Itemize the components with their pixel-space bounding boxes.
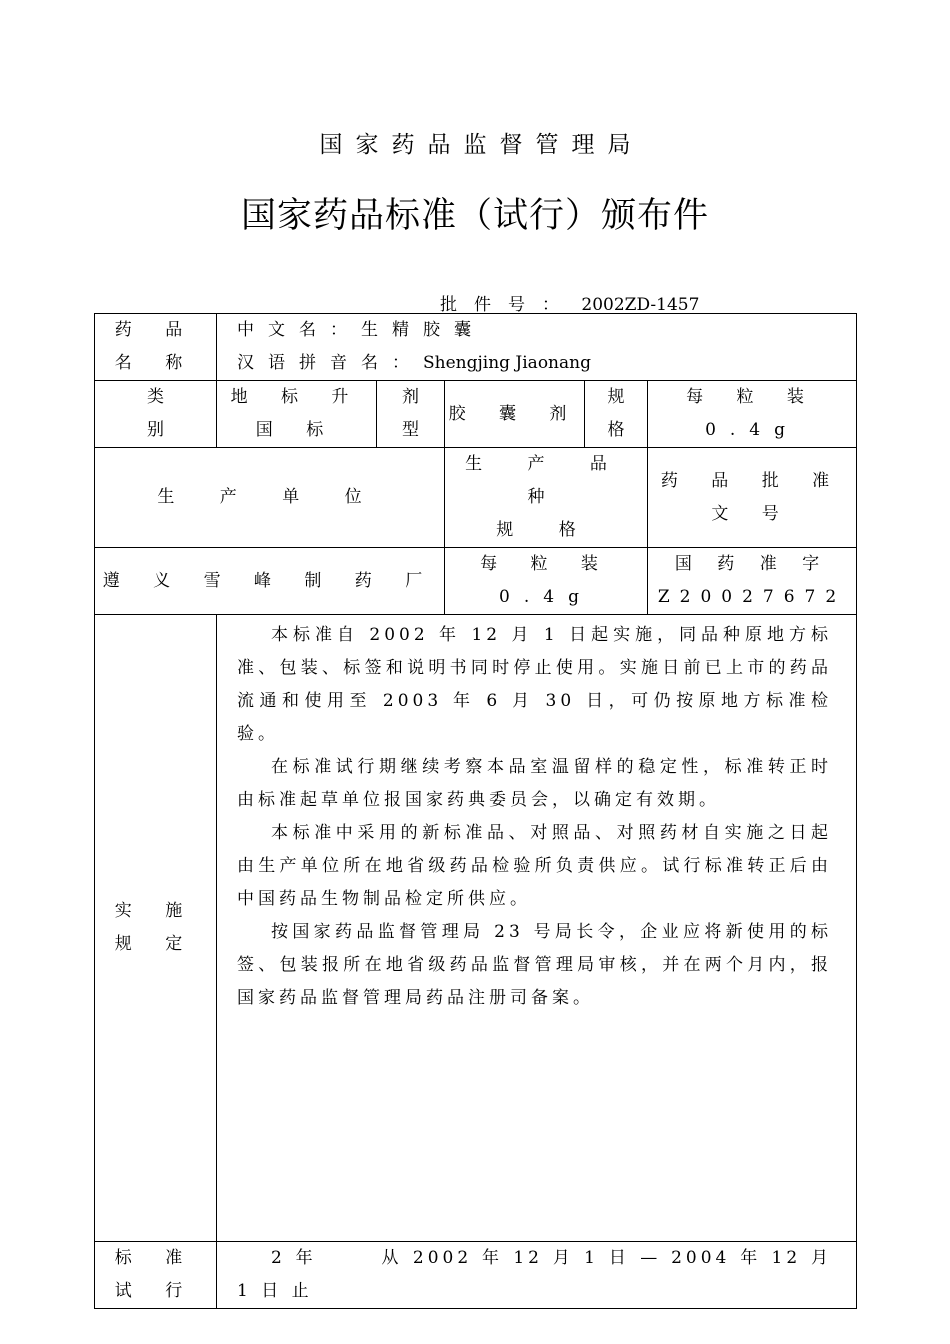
trial-label: 标 准 试 行 [95,1242,217,1309]
trial-value: 2 年 从 2002 年 12 月 1 日 — 2004 年 12 月 1 日 止 [237,1248,833,1301]
dosage-form-label: 剂 型 [377,381,445,448]
category-row [95,381,857,448]
standard-table [94,313,857,1309]
cn-name-value: 生精胶囊 [361,320,485,340]
category-value: 地 标 升 国 标 [217,381,377,448]
drug-name-label: 药 品 名 称 [95,314,217,381]
rules-body [217,615,857,1242]
spec-value: 每 粒 装 0.4g [648,381,857,448]
category-label: 类 别 [95,381,217,448]
drug-name-row [95,314,857,381]
approval-number-label: 批件号： [440,295,576,315]
production-header-row [95,448,857,548]
issuing-authority: 国家药品监督管理局 [319,132,644,158]
variety-spec-value: 每 粒 装 0.4g [445,548,648,615]
approval-doc-value: 国 药 准 字 Z20027672 [648,548,857,615]
rules-paragraph: 按国家药品监督管理局 23 号局长令，企业应将新使用的标签、包装报所在地省级药品监督管理局审核，并在两个月内，报国家药品监督管理局药品注册司备案。 [237,922,833,1008]
rules-label: 实 施 规 定 [95,615,217,1242]
rules-row [95,615,857,1242]
production-unit-header: 生 产 单 位 [95,448,445,548]
variety-spec-header: 生 产 品 种 规 格 [445,448,648,548]
approval-number-value: 2002ZD-1457 [581,295,700,315]
drug-name-values [217,314,857,381]
production-unit-value: 遵 义 雪 峰 制 药 厂 [95,548,445,615]
approval-number [440,290,699,315]
trial-value-cell [217,1242,857,1309]
trial-row [95,1242,857,1309]
production-value-row [95,548,857,615]
spec-label: 规 格 [585,381,648,448]
rules-paragraph: 在标准试行期继续考察本品室温留样的稳定性，标准转正时由标准起草单位报国家药典委员会，以确定有效期。 [237,757,833,810]
document-title: 国家药品标准（试行）颁布件 [240,196,709,236]
dosage-form-value: 胶 囊 剂 [445,381,585,448]
pinyin-label: 汉语拼音名： [237,353,423,373]
approval-doc-header: 药 品 批 准 文 号 [648,448,857,548]
pinyin-value: Shengjing Jiaonang [423,353,591,373]
cn-name-label: 中文名： [237,320,361,340]
rules-paragraph: 本标准自 2002 年 12 月 1 日起实施，同品种原地方标准、包装、标签和说明书同时停止使用。实施日前已上市的药品流通和使用至 2003 年 6 月 30 日，可仍按原地方标准检验。 [237,625,833,744]
rules-paragraph: 本标准中采用的新标准品、对照品、对照药材自实施之日起由生产单位所在地省级药品检验所负责供应。试行标准转正后由中国药品生物制品检定所供应。 [237,823,833,909]
